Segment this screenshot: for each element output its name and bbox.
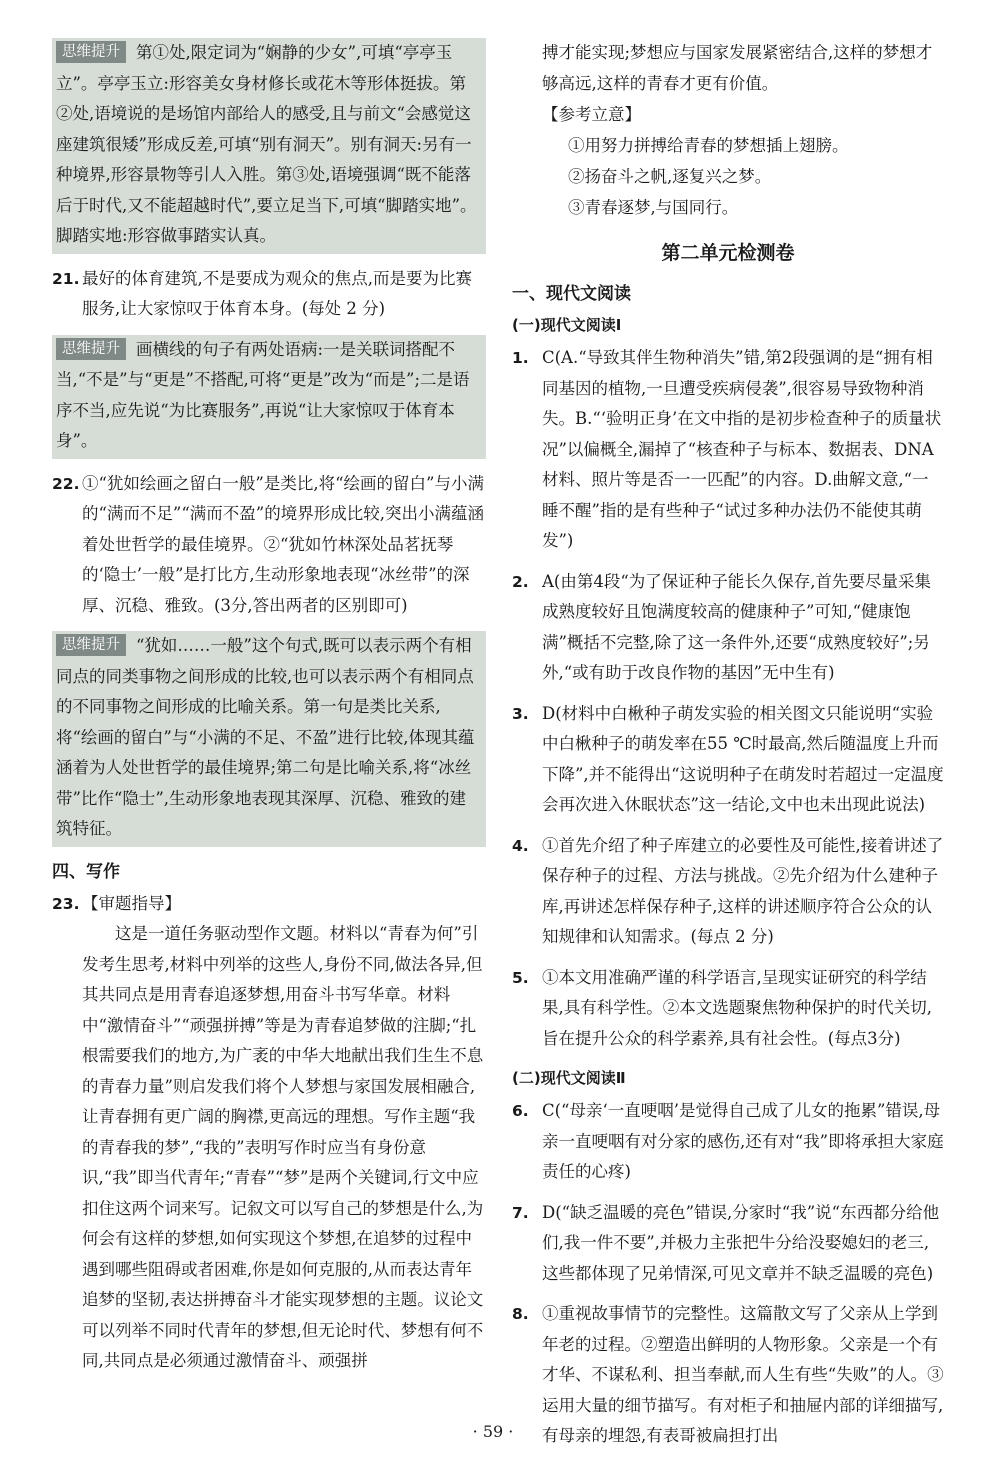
idea-2: ②扬奋斗之帆,逐复兴之梦。	[568, 167, 772, 186]
answer-22	[52, 469, 486, 622]
question-number: 21.	[52, 269, 80, 288]
think-text: 第①处,限定词为“娴静的少女”,可填“亭亭玉立”。亭亭玉立:形容美女身材修长或花木等形体挺拔。第②处,语境说的是场馆内部给人的感受,且与前文“会感觉这座建筑很矮”形成反差,可填“别有洞天”。别有洞天:另有一种境界,形容景物等引人入胜。第③处,语境强调“既不能落后于时代,又不能超越时代”,要立足当下,可填“脚踏实地”。脚踏实地:形容做事踏实认真。	[56, 43, 477, 245]
answer-7	[512, 1198, 944, 1290]
question-number: 5.	[512, 968, 529, 987]
question-number: 4.	[512, 836, 529, 855]
think-box-1	[52, 38, 486, 254]
question-number: 8.	[512, 1305, 529, 1323]
answer-23	[52, 889, 486, 920]
think-tag: 思维提升	[56, 338, 126, 360]
question-number: 6.	[512, 1102, 529, 1120]
answer-3	[512, 699, 944, 821]
guide-text: 这是一道任务驱动型作文题。材料以“青春为何”引发考生思考,材料中列举的这些人,身份不同,做法各异,但其共同点是用青春追逐梦想,用奋斗书写华章。材料中“激情奋斗”“顽强拼搏”等是为青春追梦做的注脚;“扎根需要我们的地方,为广袤的中华大地献出我们生生不息的青春力量”则启发我们将个人梦想与家国发展相融合,让青春拥有更广阔的胸襟,更高远的理想。写作主题“我的青春我的梦”,“我的”表明写作时应当有身份意识,“我”即当代青年;“青春”“梦”是两个关键词,行文中应扣住这两个词来写。记叙文可以写自己的梦想是什么,为何会有这样的梦想,如何实现这个梦想,在追梦的过程中遇到哪些阻碍或者困难,你是如何克服的,从而表达青年追梦的坚韧,表达拼搏奋斗才能实现梦想的主题。议论文可以列举不同时代青年的梦想,但无论时代、梦想有何不同,共同点是必须通过激情奋斗、顽强拼	[82, 924, 484, 1370]
section-heading-writing: 四、写作	[52, 861, 120, 882]
idea-3: ③青春逐梦,与国同行。	[568, 198, 739, 217]
subsection-heading-2: (二)现代文阅读Ⅱ	[512, 1069, 626, 1087]
think-text: “犹如……一般”这个句式,既可以表示两个有相同点的同类事物之间形成的比较,也可以表示两个有相同点的不同事物之间形成的比喻关系。第一句是类比关系,将“绘画的留白”与“小满的不足、不盈”进行比较,体现其蕴涵着为人处世哲学的最佳境界;第二句是比喻关系,将“冰丝带”比作“隐士”,生动形象地表现其深厚、沉稳、雅致的建筑特征。	[56, 636, 475, 838]
answer-5	[512, 963, 944, 1055]
answer-2	[512, 567, 944, 689]
guide-continued: 搏才能实现;梦想应与国家发展紧密结合,这样的梦想才够高远,这样的青春才更有价值。	[542, 43, 933, 93]
reference-label: 【参考立意】	[542, 105, 641, 124]
question-number: 2.	[512, 572, 529, 591]
idea-1: ①用努力拼搏给青春的梦想插上翅膀。	[568, 136, 849, 155]
section-heading-reading: 一、现代文阅读	[512, 284, 631, 304]
page-number: · 59 ·	[472, 1422, 514, 1441]
answer-text: ①“犹如绘画之留白一般”是类比,将“绘画的留白”与小满的“满而不足”“满而不盈”的境界形成比较,突出小满蕴涵着处世哲学的最佳境界。②“犹如竹林深处品茗抚琴的‘隐士’一般”是打比方,生动形象地表现“冰丝带”的深厚、沉稳、雅致。(3分,答出两者的区别即可)	[82, 473, 484, 615]
answer-text: ①首先介绍了种子库建立的必要性及可能性,接着讲述了保存种子的过程、方法与挑战。②先介绍为什么建种子库,再讲述怎样保存种子,这样的讲述顺序符合公众的认知规律和认知需求。(每点 2 分)	[542, 835, 944, 946]
think-box-2	[52, 335, 486, 459]
question-number: 1.	[512, 349, 529, 367]
unit-title: 第二单元检测卷	[661, 242, 795, 264]
question-number: 22.	[52, 474, 80, 493]
right-column	[512, 38, 944, 1462]
answer-1	[512, 343, 944, 557]
answer-6	[512, 1096, 944, 1188]
answer-text: D(“缺乏温暖的亮色”错误,分家时“我”说“东西都分给他们,我一件不要”,并极力主张把牛分给没娶媳妇的老三,这些都体现了兄弟情深,可见文章并不缺乏温暖的亮色)	[542, 1202, 940, 1283]
answer-text: C(“母亲‘一直哽咽’是觉得自己成了儿女的拖累”错误,母亲一直哽咽有对分家的感伤,还有对“我”即将承担大家庭责任的心疼)	[542, 1101, 944, 1181]
left-column	[52, 38, 486, 1377]
question-number: 3.	[512, 704, 529, 723]
guide-label: 【审题指导】	[82, 893, 181, 913]
answer-text: ①重视故事情节的完整性。这篇散文写了父亲从上学到年老的过程。②塑造出鲜明的人物形象。父亲是一个有才华、不谋私利、担当奉献,而人生有些“失败”的人。③运用大量的细节描写。有对柜子和抽屉内部的详细描写,有母亲的埋怨,有表哥被扁担打出	[542, 1304, 944, 1445]
question-number: 7.	[512, 1203, 529, 1222]
answer-4	[512, 831, 944, 953]
think-box-3	[52, 631, 486, 847]
subsection-heading-1: (一)现代文阅读Ⅰ	[512, 316, 622, 334]
answer-text: ①本文用准确严谨的科学语言,呈现实证研究的科学结果,具有科学性。②本文选题聚焦物种保护的时代关切,旨在提升公众的科学素养,具有社会性。(每点3分)	[542, 967, 932, 1048]
answer-21	[52, 264, 486, 325]
think-tag: 思维提升	[56, 41, 126, 63]
answer-text: 最好的体育建筑,不是要成为观众的焦点,而是要为比赛服务,让大家惊叹于体育本身。(每处 2 分)	[82, 268, 472, 318]
think-tag: 思维提升	[56, 634, 126, 656]
answer-text: D(材料中白楸种子萌发实验的相关图文只能说明“实验中白楸种子的萌发率在55 ℃时最高,然后随温度上升而下降”,并不能得出“这说明种子在萌发时若超过一定温度会再次进入休眠状态”这一结论,文中也未出现此说法)	[542, 703, 944, 814]
answer-text: A(由第4段“为了保证种子能长久保存,首先要尽量采集成熟度较好且饱满度较高的健康种子”可知,“健康饱满”概括不完整,除了这一条件外,还要“成熟度较好”;另外,“或有助于改良作物的基因”无中生有)	[542, 571, 932, 682]
question-number: 23.	[52, 894, 80, 913]
answer-text: C(A.“导致其伴生物种消失”错,第2段强调的是“拥有相同基因的植物,一旦遭受疾病侵袭”,很容易导致物种消失。B.“‘验明正身’在文中指的是初步检查种子的质量状况”以偏概全,漏掉了“核查种子与标本、数据表、DNA材料、照片等是否一一匹配”的内容。D.曲解文意,“一睡不醒”指的是有些种子“试过多种办法仍不能使其萌发”)	[542, 348, 942, 550]
think-text: 画横线的句子有两处语病:一是关联词搭配不当,“不是”与“更是”不搭配,可将“更是”改为“而是”;二是语序不当,应先说“为比赛服务”,再说“让大家惊叹于体育本身”。	[56, 339, 470, 450]
